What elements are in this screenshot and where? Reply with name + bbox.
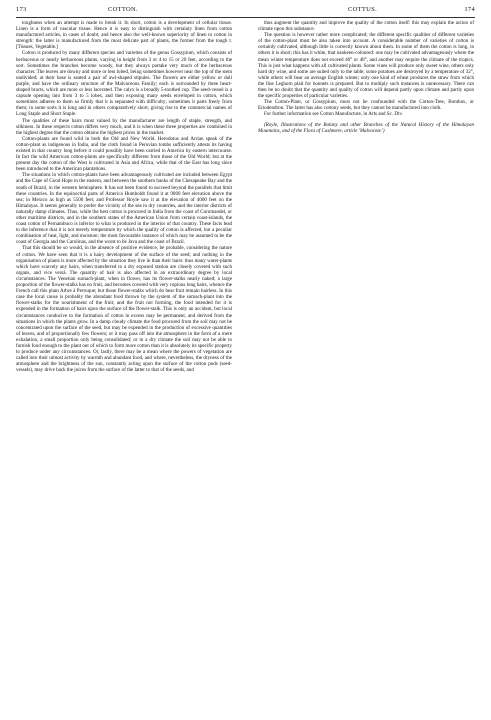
left-column: [16, 20, 232, 715]
paragraph: toughness when an attempt is made to break it. In short, cotton is a development of cellular tissue. Linen is a form of vascular tissue. Hence it is easy to distinguish with certainty linen from cotton manufactured articles, in cases of doubt; and hence also the well-known superiority of linen to cotton in strength: the latter is manufactured from the most delicate part of plants, the former from the tough t. [Tissues, Vegetable.]: [16, 20, 232, 51]
paragraph: The question is however rather more complicated; the different specific qualities of different varieties of the cotton-plant must be also taken into account. A considerable number of varieties of cotton is certainly cultivated, although little is correctly known about them. In some of them the cotton is long, in others it is short; this has it white, that nankeen-coloured: one may be cultivated advantageously where the mean winter temperature does not exceed 46° or 48°, and another may require the climate of the tropics. This is just what happens with all cultivated plants. Some vines will produce only sweet wine, others only hard dry wine, and some are suited only to the table; some potatoes are destroyed by a temperature of 32°, while others will bear an average English winter; only one kind of wheat produces the straw from which the fine Leghorn plait for bonnets is prepared. But to multiply such instances is unnecessary. There can then be no doubt that the quantity and quality of cotton will depend partly upon climate and partly upon the specific properties of particular varieties.: [258, 32, 474, 100]
running-title-right: COTTUS.: [347, 6, 377, 13]
paragraph: thus augment the quantity and improve the quality of the cotton itself: this may explain the action of climate upon this substance.: [258, 20, 474, 33]
running-title-left: COTTON.: [108, 6, 138, 13]
paragraph: Cotton is produced by many different species and varieties of the genus Gossypium, which consists of herbaceous or nearly herbaceous plants, varying in height from 3 or 4 to 15 or 20 feet, according to the sort. Sometimes the branches become woody, but they always partake very much of the herbaceous character. The leaves are downy and more or less lobed, being sometimes however near the top of the stem undivided; at their base is seated a pair of awl-shaped stipules. The flowers are either yellow or dull purple, and have the ordinary structure of the Malvaceous Family; each is surrounded by three heart-shaped bracts, which are more or less lacerated. The calyx is a broadly 5-toothed cup. The seed-vessel is a capsule opening into from 3 to 5 lobes, and then exposing many seeds enveloped in cotton, which sometimes adheres to them so firmly that it is separated with difficulty; sometimes it parts freely from them; in some sorts it is long and in others comparatively short, giving rise to the commercial names of Long Staple and Short Staple.: [16, 50, 232, 118]
paragraph: For further information see Cotton Manufacture, in Arts and Sc. Div.: [264, 111, 403, 118]
paragraph: That this should be so would, in the absence of positive evidence, be probable, considering the nature of cotton. We have seen that it is a hairy development of the surface of the seed; and nothing in the organisation of plants is more affected by the situation they live in than their hairs: thus many water-plants which have scarcely any hairs, when transferred to a dry exposed station are closely covered with such organs, and vice versâ. The quantity of hair is also affected in an extraordinary degree by local circumstances. The Venetian sumach-plant, when in flower, has its flower-stalks nearly naked; a large proportion of the flower-stalks has no fruit, and becomes covered with very copious long hairs, whence the French call this plant Arbre à Perruque; but those flower-stalks which do bear fruit remain hairless. In this case the local cause is probably the abundant food thrown by the system of the sumach-plant into the flower-stalks for the nourishment of the fruit; and the fruit not forming, the food intended for it is expended in the formation of hairs upon the surface of the flower-stalk. This is only an accident, but local circumstances conducive to the formation of cotton in excess may be permanent, and derived from the situations in which the plants grow. In a damp cloudy climate the food procured from the soil may not be concentrated upon the surface of the seed, but may be expended in the production of excessive quantities of leaves, and of proportionally few flowers; or it may pass off into the atmosphere in the form of a mere exhalation, a small proportion only being consolidated; or in a dry climate the soil may not be able to furnish food enough to the plant out of which to form more cotton than it is absolutely its specific property to produce under any circumstances. Or, lastly, there may be a mean where the powers of vegetation are called into their utmost activity by warmth and abundant food, and where, nevertheless, the dryness of the atmosphere and the brightness of the sun, constantly acting upon the surface of the cotton pods (seed-vessels), may drive back the juices from the surface of the latter to that of the seeds, and: [16, 245, 232, 374]
page-number-left: 173: [16, 6, 27, 13]
paragraph: Cotton-plants are found wild in both the Old and New World. Herodotus and Arrian speak of the cotton-plant as indigenous in India, and the cloth found in Peruvian tombs sufficiently attests its having existed in that country long before it could possibly have been carried to America by eastern intercourse. In fact the wild American cotton-plants are specifically different from those of the Old World; but at the present day the cotton of the West is cultivated in Asia and Africa, while that of the East has long since been introduced to the American plantations.: [16, 135, 232, 173]
citation: (Royle, Illustrations of the Botany and other Branches of the Natural History of the Himalayan Mountains, and of the Flora of Cashmere, article 'Malvaceæ.'): [258, 121, 474, 134]
page-number-right: 174: [464, 6, 475, 13]
right-column: [258, 20, 474, 715]
paragraph: The qualities of these hairs most valued by the manufacturer are length of staple, strength, and silkiness. In these respects cotton differs very much, and it is when these three properties are combined in the highest degree that the cotton obtains the highest prices in the market.: [16, 117, 232, 136]
header-rule: [16, 17, 475, 18]
paragraph: The situations in which cotton-plants have been advantageously cultivated are included between Egypt and the Cape of Good Hope in the eastern, and between the southern banks of the Chesapeake Bay and the south of Brazil, in the western hemisphere. It has not been found to succeed beyond the parallels that limit these countries. In the equinoctial parts of America Humboldt found it at 9000 feet elevation above the sea; in Mexico as high as 5500 feet; and Professor Royle saw it at the elevation of 4000 feet on the Himalayas. It seems generally to prefer the vicinity of the sea in dry countries, and the interior districts of naturally damp climates. Thus, while the best cotton is procured in India from the coast of Coromandel, or other maritime districts, and in the southern states of the American Union from certain coast-islands, the coast cotton of Pernambuco is inferior to what is produced in the interior of that country. These facts lead to the inference that it is not merely temperature by which the quality of cotton is affected, but a peculiar combination of heat, light, and moisture; the most favourable instance of which may be assumed to be the coast of Georgia and the Carolinas, and the worst to be Java and the coast of Brazil.: [16, 172, 232, 246]
paragraph: The Cotton-Plant, or Gossypium, must not be confounded with the Cotton-Tree, Bombax, or Eriodendron. The latter has also cottony seeds, but they cannot be manufactured into cloth.: [258, 99, 474, 112]
